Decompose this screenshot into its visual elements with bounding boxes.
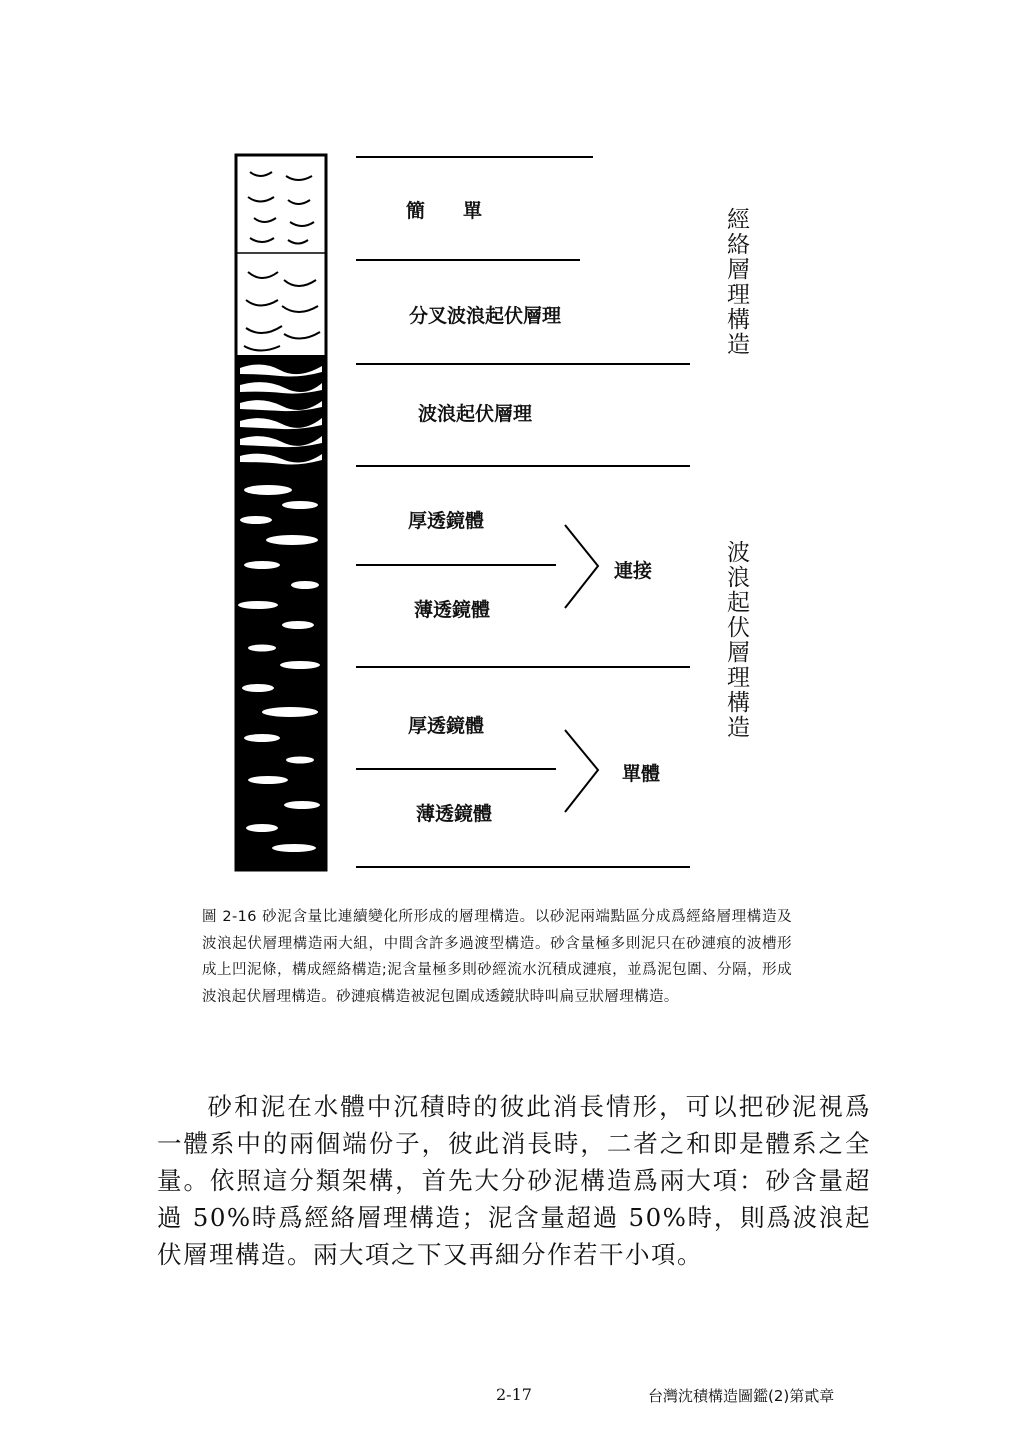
body-paragraph xyxy=(157,1088,871,1273)
brackets xyxy=(565,525,598,812)
label-simple: 簡 單 xyxy=(406,200,483,222)
figure-caption: 圖 2-16 砂泥含量比連續變化所形成的層理構造。以砂泥兩端點區分成爲經絡層理構造及波浪起伏層理構造兩大組，中間含許多過渡型構造。砂含量極多則泥只在砂漣痕的波槽形成上凹泥條，構成經絡構造;泥含量極多則砂經流水沉積成漣痕，並爲泥包圍、分隔，形成波浪起伏層理構造。砂漣痕構造被泥包圍成透鏡狀時叫扁豆狀層理構造。 xyxy=(202,909,792,1005)
label-branching-wavy: 分叉波浪起伏層理 xyxy=(409,305,562,327)
label-connected: 連接 xyxy=(614,560,653,582)
group-label-flaser: 經絡層理構造 xyxy=(723,207,749,357)
body-paragraph-text: 砂和泥在水體中沉積時的彼此消長情形，可以把砂泥視爲一體系中的兩個端份子，彼此消長時，二者之和即是體系之全量。依照這分類架構，首先大分砂泥構造爲兩大項：砂含量超過 50%時爲經絡層理構造；泥含量超過 50%時，則爲波浪起伏層理構造。兩大項之下又再細分作若干小項。 xyxy=(157,1092,871,1269)
label-single: 單體 xyxy=(622,763,661,785)
strata-column xyxy=(236,155,326,870)
label-thick-lens-2: 厚透鏡體 xyxy=(408,715,485,737)
page-number: 2-17 xyxy=(496,1385,532,1404)
group-label-wavy: 波浪起伏層理構造 xyxy=(723,540,749,740)
book-title: 台灣沈積構造圖鑑(2)第貳章 xyxy=(648,1387,835,1405)
label-thin-lens-1: 薄透鏡體 xyxy=(414,599,491,621)
label-thin-lens-2: 薄透鏡體 xyxy=(416,803,493,825)
label-wavy-bedding: 波浪起伏層理 xyxy=(418,403,533,425)
label-thick-lens-1: 厚透鏡體 xyxy=(408,510,485,532)
mud-dark-lower xyxy=(236,470,326,870)
